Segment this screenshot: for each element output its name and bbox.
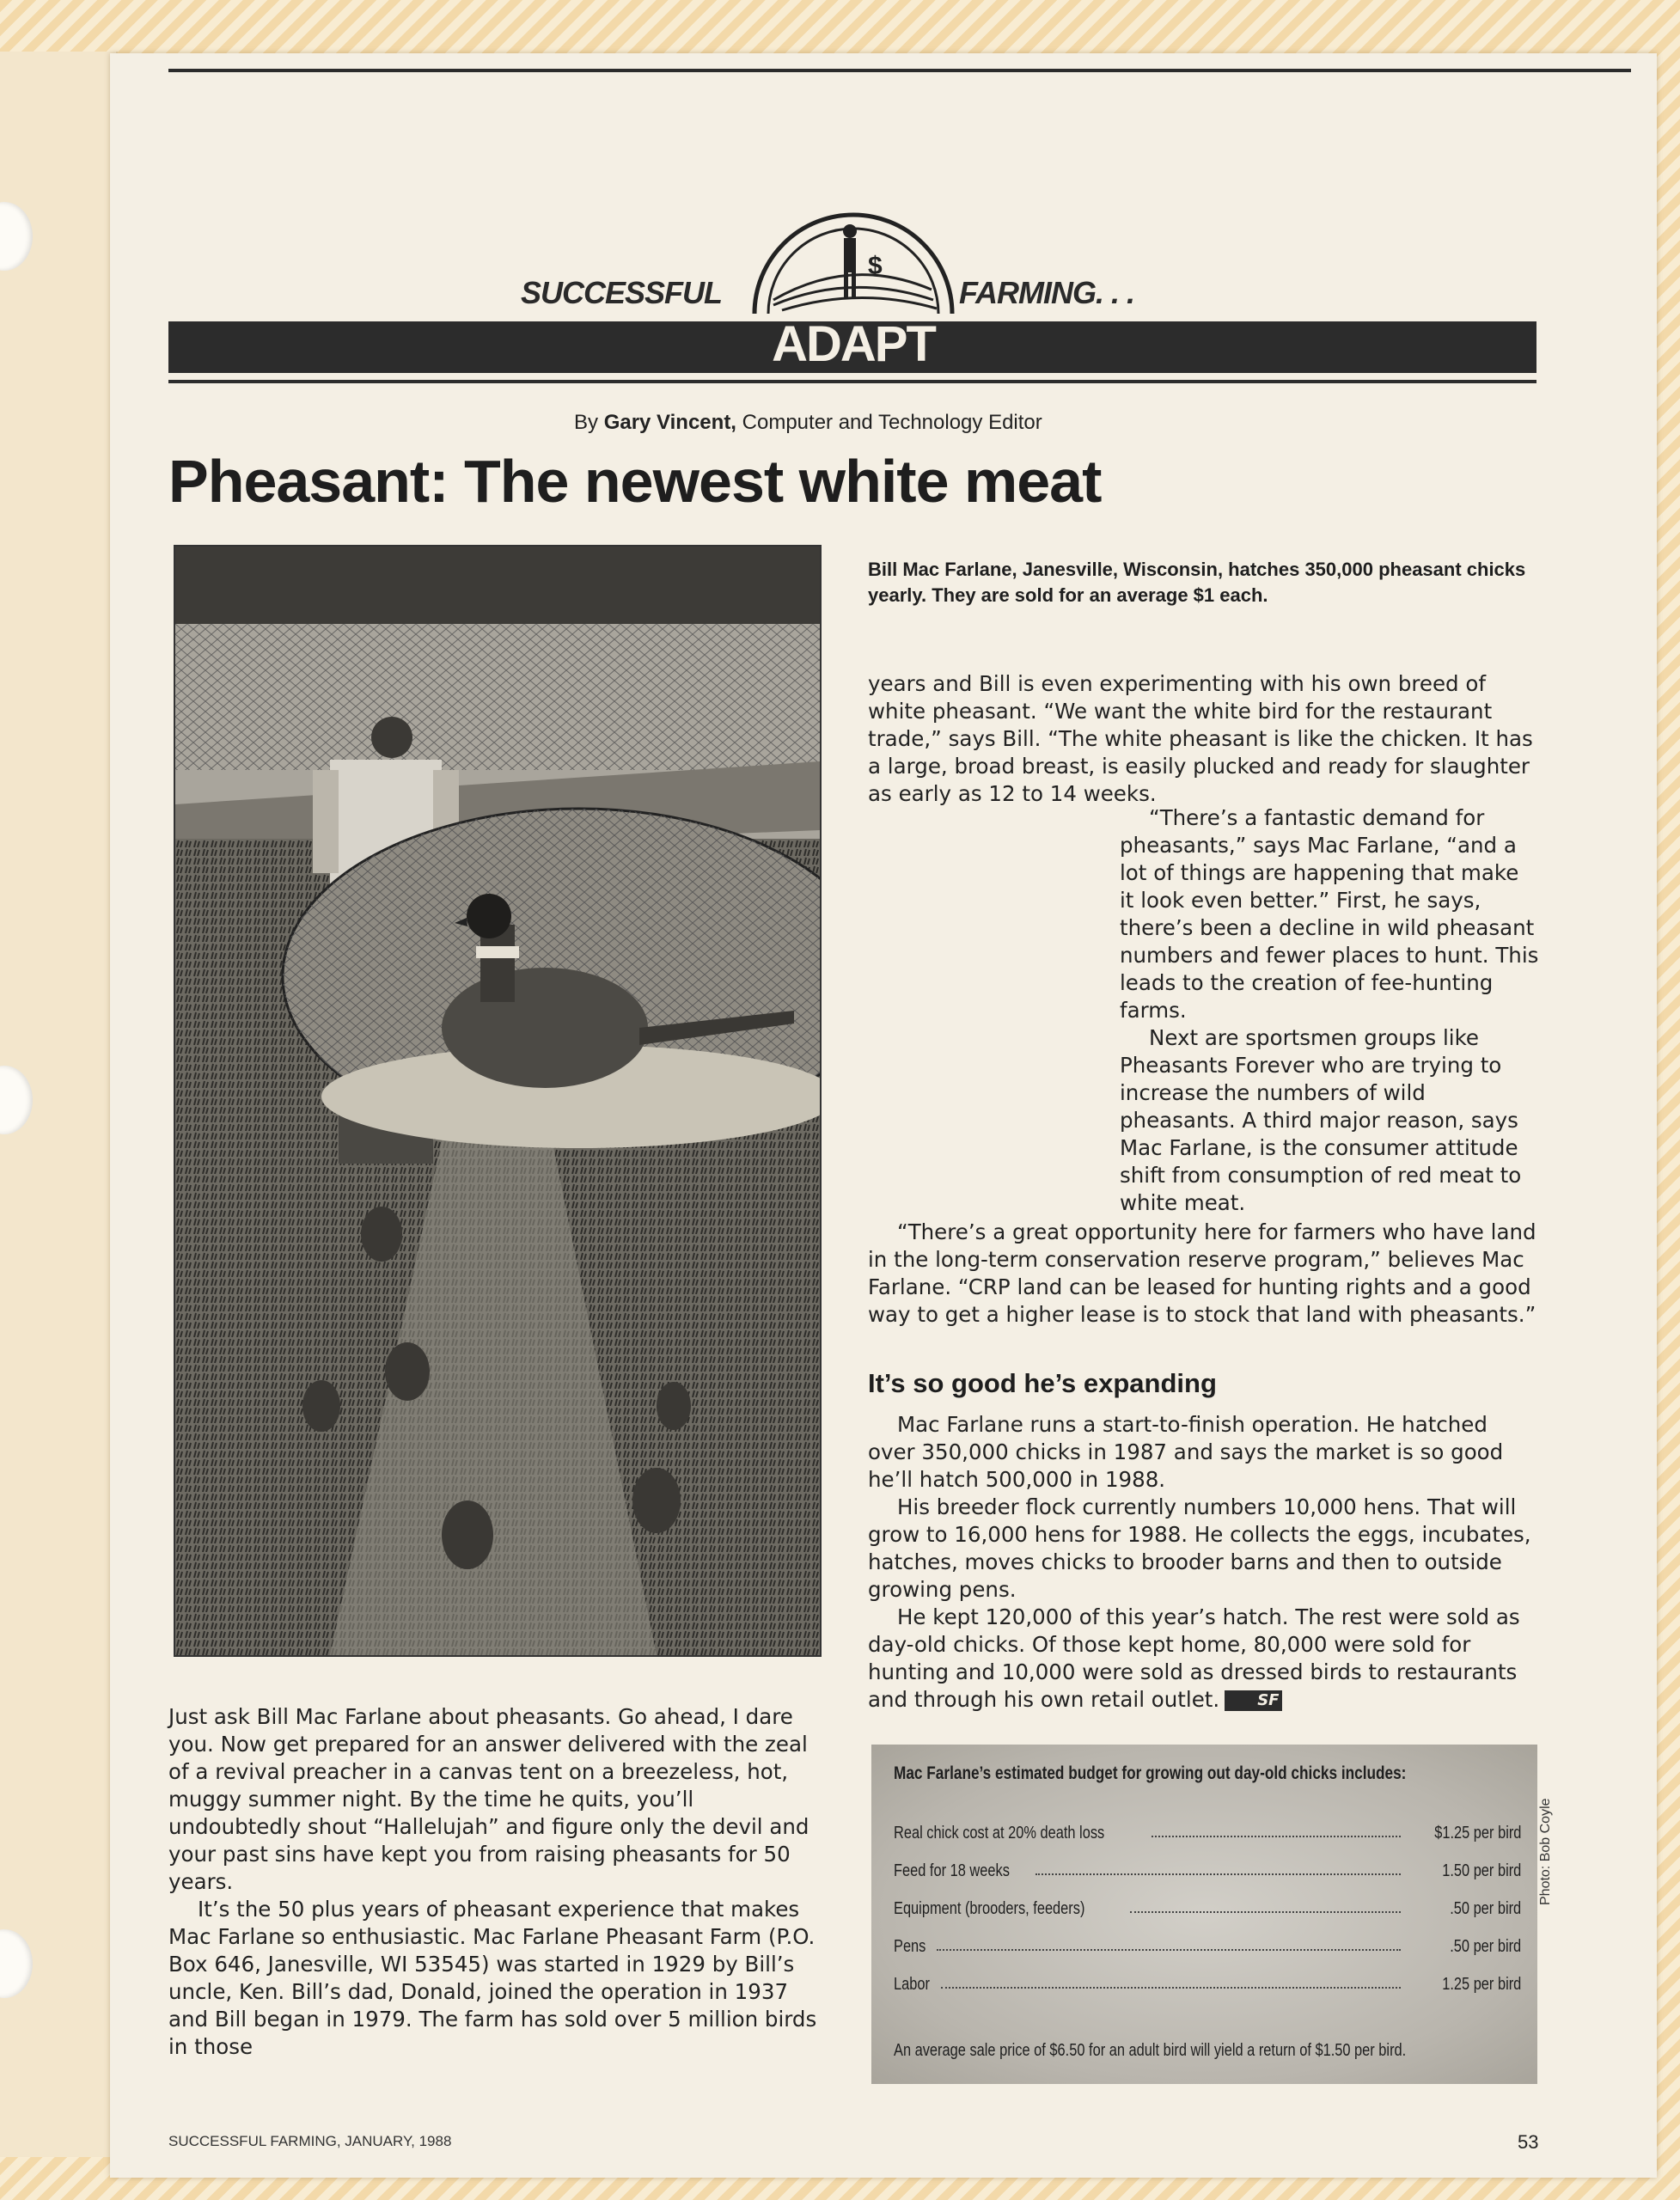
top-rule [168,69,1631,72]
paragraph: Next are sportsmen groups like Pheasants Forever who are trying to increase the numbers of wild pheasants. A third major reason, says Mac Farlane, is the consumer attitude shift from consumption of red meat to white meat. [1120,1025,1522,1215]
budget-box [871,1745,1537,2084]
punch-hole [0,1929,33,1998]
banner-title: ADAPT [772,316,935,372]
punch-hole [0,202,33,271]
budget-row [894,1861,1521,1887]
paragraph: years and Bill is even experimenting with his own breed of white pheasant. “We want the white bird for the restaurant trade,” says Bill. “The white pheasant is like the chicken. It has a large, broad breast, is easily plucked and ready for slaughter as early as 12 to 14 weeks. [868,671,1533,806]
expanding-section [868,1411,1538,1714]
farmer-logo-icon [748,204,959,315]
photo-caption: Bill Mac Farlane, Janesville, Wisconsin, hatches 350,000 pheasant chicks yearly. They are sold for an average $1 each. [868,559,1526,606]
budget-label: Pens [894,1937,926,1956]
right-column-narrow [1120,804,1539,1217]
paragraph: “There’s a fantastic demand for pheasants,” says Mac Farlane, “and a lot of things are happening that make it look even better.” First, he says, there’s been a decline in wild pheasant numbers and fewer places to hunt. This leads to the creation of fee-hunting farms. [1120,805,1539,1023]
budget-value: $1.25 per bird [1433,1824,1521,1842]
budget-value: .50 per bird [1450,1899,1521,1918]
paragraph: It’s the 50 plus years of pheasant experience that makes Mac Farlane so enthusiastic. Mac Farlane Pheasant Farm (P.O. Box 646, Janesville, WI 53545) was started in 1929 by Bill’s uncle, Ken. Bill’s dad, Donald, joined the operation in 1937 and Bill began in 1979. The farm has sold over 5 million birds in those [168,1897,817,2059]
svg-text:$: $ [868,252,883,280]
budget-label: Equipment (brooders, feeders) [894,1899,1085,1918]
page-number: 53 [1518,2131,1539,2153]
paragraph: Just ask Bill Mac Farlane about pheasants. Go ahead, I dare you. Now get prepared for an answer delivered with the zeal of a revival preacher in a canvas tent on a breezeless, hot, muggy summer night. By the time he quits, you’ll undoubtedly shout “Hallelujah” and figure only the devil and your past sins have kept you from raising pheasants for 50 years. [168,1704,809,1894]
budget-value: 1.50 per bird [1441,1861,1521,1880]
paragraph: He kept 120,000 of this year’s hatch. The rest were sold as day-old chicks. Of those kept home, 80,000 were sold for hunting and 10,000 were sold as dressed birds to restaurants and through his own retail outlet. [868,1604,1520,1712]
right-column-bottom [868,1219,1538,1329]
byline-prefix: By [574,411,599,434]
byline-role: Computer and Technology Editor [742,411,1042,434]
section-subhead: It’s so good he’s expanding [868,1368,1217,1398]
paragraph: “There’s a great opportunity here for farmers who have land in the long-term conservation reserve program,” believes Mac Farlane. “CRP land can be leased for hunting rights and a good way to get a higher lease is to stock that land with pheasants.” [868,1219,1536,1327]
budget-label: Feed for 18 weeks [894,1861,1010,1880]
punch-hole [0,1066,33,1134]
paragraph: His breeder flock currently numbers 10,000 hens. That will grow to 16,000 hens for 1988. He collects the eggs, incubates, hatches, moves chicks to brooder barns and then to outside growing pens. [868,1494,1531,1602]
right-column-top [868,670,1538,808]
budget-row [894,1824,1521,1849]
binder-strip [0,52,118,2157]
budget-row [894,1975,1521,2001]
budget-footer: An average sale price of $6.50 for an adult bird will yield a return of $1.50 per bird. [894,2041,1407,2060]
masthead-right-word: FARMING. . . [959,275,1134,310]
footer-publication: SUCCESSFUL FARMING, JANUARY, 1988 [168,2133,452,2149]
headline: Pheasant: The newest white meat [168,448,1102,515]
end-mark-icon: SF [1225,1690,1282,1711]
budget-row [894,1937,1521,1963]
masthead-left-word: SUCCESSFUL [521,275,723,310]
farmer-pheasant-photo [174,545,822,1657]
budget-value: 1.25 per bird [1441,1975,1521,1994]
paragraph: Mac Farlane runs a start-to-finish operation. He hatched over 350,000 chicks in 1987 and says the market is so good he’ll hatch 500,000 in 1988. [868,1412,1504,1492]
budget-row [894,1899,1521,1925]
left-column [168,1703,822,2061]
byline-author: Gary Vincent, [603,411,736,434]
budget-title: Mac Farlane’s estimated budget for growing out day-old chicks includes: [894,1763,1407,1783]
banner-rule [168,380,1536,383]
byline [574,411,1042,435]
budget-label: Labor [894,1975,930,1994]
budget-label: Real chick cost at 20% death loss [894,1824,1105,1842]
budget-value: .50 per bird [1450,1937,1521,1956]
photo-credit: Photo: Bob Coyle [1538,1798,1553,1905]
magazine-page [110,53,1657,2178]
